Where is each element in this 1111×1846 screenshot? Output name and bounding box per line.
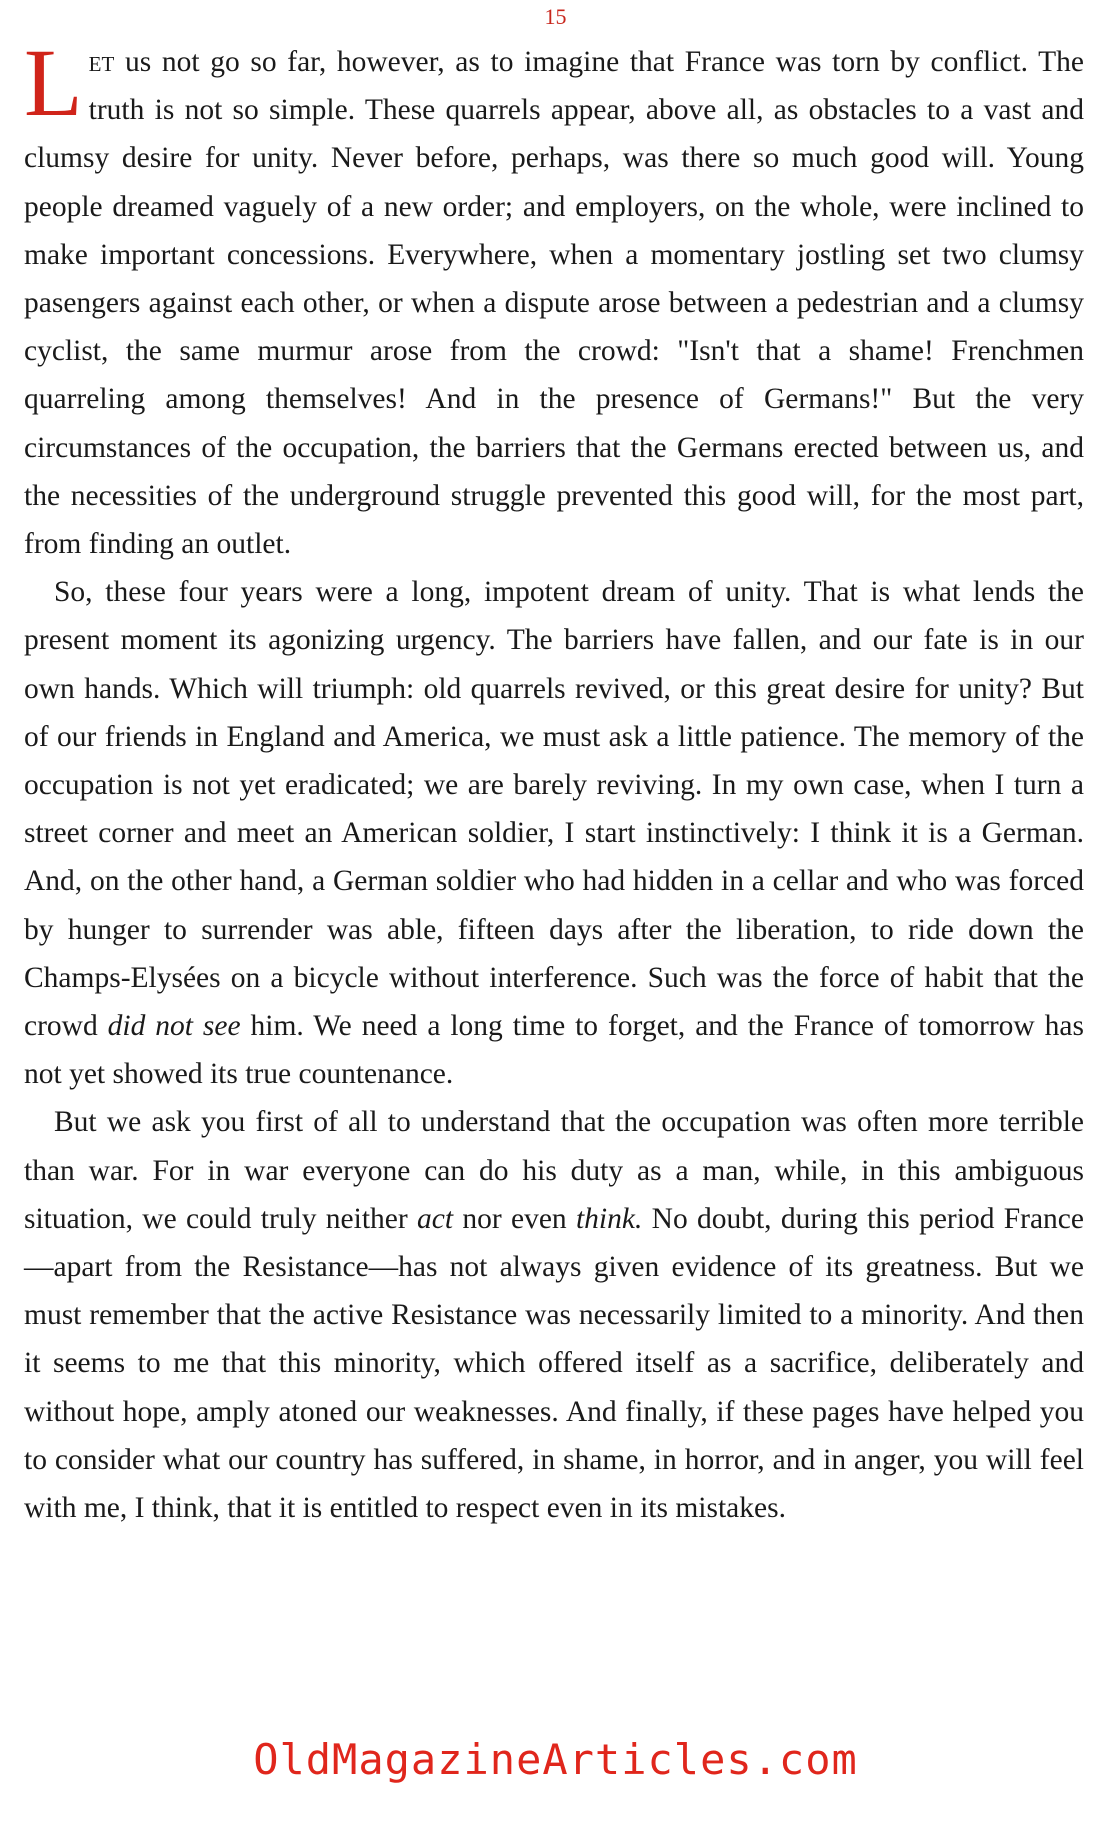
paragraph-3-text-a: But we ask you first of all to understand that the occupation was often more terrible than war. For in war everyone can do his duty as a man, while, in this ambiguous situation, we could truly neither xyxy=(24,1106,1084,1235)
paragraph-1-text: us not go so far, however, as to imagine that France was torn by conflict. The truth is not so simple. These quarrels appear, above all, as obstacles to a vast and clumsy desire for unity. Never before, perhaps, was there so much good will. Young people dreamed vaguely of a new order; and employers, on the whole, were inclined to make important concessions. Everywhere, when a momentary jostling set two clumsy pasengers against each other, or when a dispute arose between a pedestrian and a clumsy cyclist, the same murmur arose from the crowd: "Isn't that a shame! Frenchmen quarreling among themselves! And in the presence of Germans!" But the very circumstances of the occupation, the barriers that the Germans erected between us, and the necessities of the underground struggle prevented this good will, for the most part, from finding an outlet. xyxy=(24,46,1084,561)
paragraph-3 xyxy=(24,1098,1084,1532)
paragraph-2 xyxy=(24,568,1084,1098)
page-number: 15 xyxy=(544,4,567,29)
paragraph-1 xyxy=(24,29,1084,568)
emphasis-did-not-see: did not see xyxy=(107,1010,241,1043)
paragraph-3-text-b: nor even xyxy=(453,1202,576,1235)
emphasis-think: think. xyxy=(575,1202,643,1235)
drop-cap: L xyxy=(24,29,83,136)
article-body xyxy=(24,29,1084,1532)
paragraph-3-text-c: No doubt, during this period France—apart from the Resistance—has not always given evidence of its greatness. But we must remember that the active Resistance was necessarily limited to a minority. And then it seems to me that this minority, which offered itself as a sacrifice, deliberately and without hope, amply atoned our weaknesses. And finally, if these pages have helped you to consider what our country has suffered, in shame, in horror, and in anger, you will feel with me, I think, that it is entitled to respect even in its mistakes. xyxy=(24,1202,1084,1525)
paragraph-2-text-b: him. We need a long time to forget, and the France of tomorrow has not yet showed its true countenance. xyxy=(24,1010,1084,1091)
paragraph-2-text-a: So, these four years were a long, impotent dream of unity. That is what lends the present moment its agonizing urgency. The barriers have fallen, and our fate is in our own hands. Which will triumph: old quarrels revived, or this great desire for unity? But of our friends in England and America, we must ask a little patience. The memory of the occupation is not yet eradicated; we are barely reviving. In my own case, when I turn a street corner and meet an American soldier, I start instinctively: I think it is a German. And, on the other hand, a German soldier who had hidden in a cellar and who was forced by hunger to surrender was able, fifteen days after the liberation, to ride down the Champs-Elysées on a bicycle without interference. Such was the force of habit that the crowd xyxy=(24,576,1084,1043)
small-caps-lead: et xyxy=(88,46,115,78)
watermark-footer[interactable]: OldMagazineArticles.com xyxy=(253,1735,858,1784)
emphasis-act: act xyxy=(417,1202,454,1235)
